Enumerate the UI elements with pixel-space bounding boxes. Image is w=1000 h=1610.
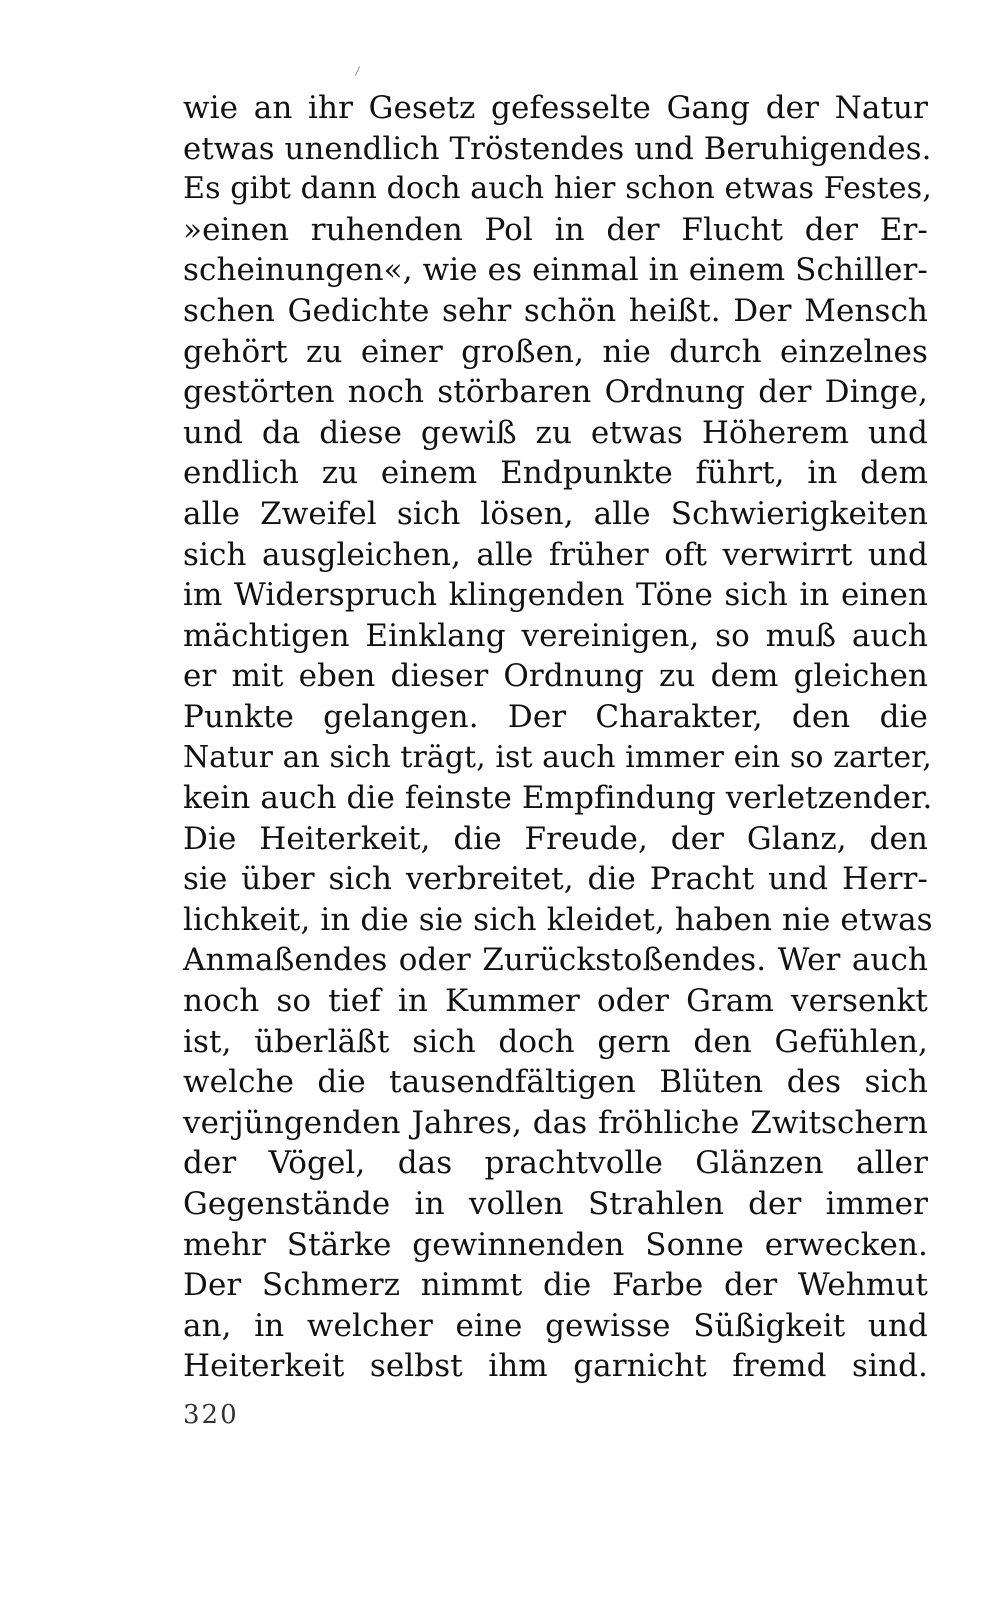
text-line: »einen ruhenden Pol in der Flucht der Er- — [183, 211, 928, 248]
text-line: mächtigen Einklang vereinigen, so muß auch — [183, 617, 928, 654]
text-line: im Widerspruch klingenden Töne sich in einen — [183, 577, 928, 614]
text-line: schen Gedichte sehr schön heißt. Der Mensch — [183, 292, 928, 329]
text-line: Anmaßendes oder Zurückstoßendes. Wer auch — [183, 942, 928, 979]
page-number: 320 — [183, 1400, 239, 1430]
text-line: etwas unendlich Tröstendes und Beruhigendes. — [183, 130, 932, 167]
text-line: kein auch die feinste Empfindung verletzender. — [183, 780, 933, 817]
text-line: verjüngenden Jahres, das fröhliche Zwitschern — [183, 1104, 928, 1141]
text-line: welche die tausendfältigen Blüten des sich — [183, 1064, 928, 1101]
text-line: Natur an sich trägt, ist auch immer ein so zarter, — [183, 739, 932, 775]
text-line: alle Zweifel sich lösen, alle Schwierigkeiten — [183, 495, 928, 532]
text-line: scheinungen«, wie es einmal in einem Schiller- — [183, 252, 928, 289]
text-line: er mit eben dieser Ordnung zu dem gleichen — [183, 658, 928, 695]
text-line: an, in welcher eine gewisse Süßigkeit und — [183, 1307, 928, 1344]
text-line: lichkeit, in die sie sich kleidet, haben nie etwas — [183, 901, 933, 938]
text-line: Es gibt dann doch auch hier schon etwas Festes, — [183, 171, 932, 207]
text-line: ist, überläßt sich doch gern den Gefühlen, — [183, 1023, 928, 1060]
text-line: Gegenstände in vollen Strahlen der immer — [183, 1186, 928, 1223]
text-line: noch so tief in Kummer oder Gram versenkt — [183, 983, 928, 1020]
text-line: Heiterkeit selbst ihm garnicht fremd sind. — [183, 1348, 928, 1385]
text-line: mehr Stärke gewinnenden Sonne erwecken. — [183, 1226, 928, 1263]
text-line: endlich zu einem Endpunkte führt, in dem — [183, 455, 928, 492]
text-line: sie über sich verbreitet, die Pracht und Herr- — [183, 861, 928, 898]
text-line: Punkte gelangen. Der Charakter, den die — [183, 698, 928, 735]
text-line: Die Heiterkeit, die Freude, der Glanz, den — [183, 820, 928, 857]
scan-mark — [355, 66, 360, 75]
text-line: gestörten noch störbaren Ordnung der Dinge, — [183, 374, 928, 411]
text-line: und da diese gewiß zu etwas Höherem und — [183, 414, 928, 451]
body-text — [183, 88, 933, 1387]
text-line: sich ausgleichen, alle früher oft verwirrt und — [183, 536, 928, 573]
text-line: gehört zu einer großen, nie durch einzelnes — [183, 333, 928, 370]
text-line: wie an ihr Gesetz gefesselte Gang der Natur — [183, 90, 928, 126]
text-line: der Vögel, das prachtvolle Glänzen aller — [183, 1145, 928, 1182]
text-line: Der Schmerz nimmt die Farbe der Wehmut — [183, 1267, 928, 1304]
